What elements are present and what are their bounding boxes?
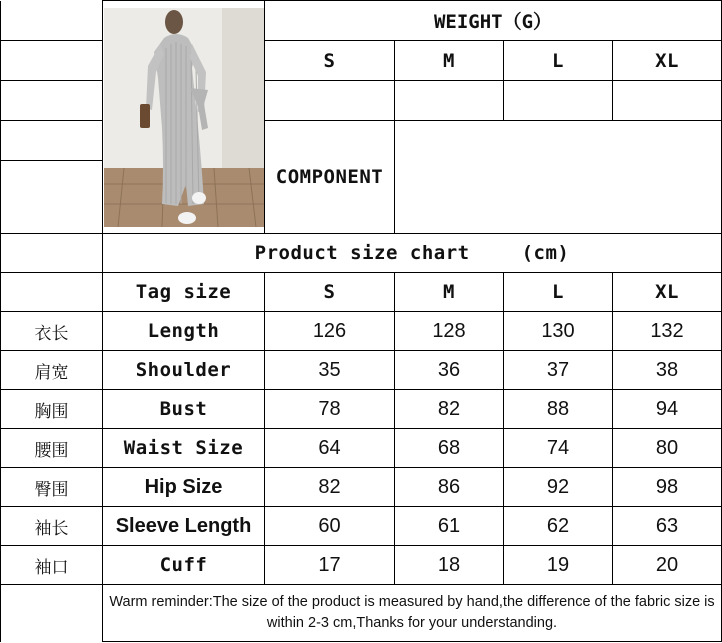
- table-row: [1, 429, 722, 468]
- row-cn-label: 胸围: [1, 390, 103, 429]
- value-s: 35: [265, 351, 395, 390]
- value-s: 64: [265, 429, 395, 468]
- value-s: 60: [265, 507, 395, 546]
- value-xl: 98: [613, 468, 722, 507]
- weight-size-m: M: [395, 41, 504, 81]
- row-cn-label: 袖长: [1, 507, 103, 546]
- size-header-xl: XL: [613, 273, 722, 312]
- weight-size-l: L: [504, 41, 613, 81]
- row-cn-label: 肩宽: [1, 351, 103, 390]
- row-en-label: Sleeve Length: [103, 507, 265, 546]
- value-m: 128: [395, 312, 504, 351]
- weight-header: WEIGHT（G）: [265, 1, 722, 41]
- value-l: 92: [504, 468, 613, 507]
- component-label: COMPONENT: [265, 121, 395, 234]
- value-m: 68: [395, 429, 504, 468]
- row-en-label: Hip Size: [103, 468, 265, 507]
- corner-cell: [1, 1, 103, 41]
- value-s: 126: [265, 312, 395, 351]
- blank-cell: [1, 41, 103, 81]
- value-s: 17: [265, 546, 395, 585]
- value-l: 88: [504, 390, 613, 429]
- chart-title: Product size chart: [254, 242, 470, 264]
- value-m: 18: [395, 546, 504, 585]
- blank-cell: [1, 161, 103, 234]
- value-s: 82: [265, 468, 395, 507]
- row-cn-label: 衣长: [1, 312, 103, 351]
- size-header-s: S: [265, 273, 395, 312]
- value-l: 62: [504, 507, 613, 546]
- weight-size-s: S: [265, 41, 395, 81]
- value-m: 82: [395, 390, 504, 429]
- value-xl: 20: [613, 546, 722, 585]
- product-photo: [104, 8, 264, 227]
- weight-value-xl: [613, 81, 722, 121]
- table-row: [1, 351, 722, 390]
- size-header-l: L: [504, 273, 613, 312]
- value-xl: 132: [613, 312, 722, 351]
- blank-cell: [1, 121, 103, 161]
- weight-value-m: [395, 81, 504, 121]
- product-photo-cell: [103, 1, 265, 234]
- row-en-label: Bust: [103, 390, 265, 429]
- blank-cell: [1, 585, 103, 642]
- value-l: 37: [504, 351, 613, 390]
- value-xl: 38: [613, 351, 722, 390]
- size-header-m: M: [395, 273, 504, 312]
- value-xl: 63: [613, 507, 722, 546]
- row-cn-label: 臀围: [1, 468, 103, 507]
- value-l: 19: [504, 546, 613, 585]
- chart-unit: (cm): [521, 242, 570, 264]
- table-row: [1, 507, 722, 546]
- tag-size-label: Tag size: [103, 273, 265, 312]
- row-cn-label: 腰围: [1, 429, 103, 468]
- value-m: 36: [395, 351, 504, 390]
- value-xl: 94: [613, 390, 722, 429]
- component-value: [395, 121, 722, 234]
- row-en-label: Waist Size: [103, 429, 265, 468]
- table-row: [1, 312, 722, 351]
- blank-cell: [1, 234, 103, 273]
- table-row: [1, 546, 722, 585]
- weight-size-xl: XL: [613, 41, 722, 81]
- chart-title-cell: [103, 234, 722, 273]
- table-row: [1, 468, 722, 507]
- row-en-label: Cuff: [103, 546, 265, 585]
- value-m: 61: [395, 507, 504, 546]
- warm-reminder: Warm reminder:The size of the product is measured by hand,the difference of the fabric size is within 2-3 cm,Thanks for your understanding.: [103, 585, 722, 642]
- value-l: 130: [504, 312, 613, 351]
- weight-value-s: [265, 81, 395, 121]
- row-en-label: Shoulder: [103, 351, 265, 390]
- table-row: [1, 390, 722, 429]
- weight-value-l: [504, 81, 613, 121]
- value-l: 74: [504, 429, 613, 468]
- value-xl: 80: [613, 429, 722, 468]
- blank-cell: [1, 81, 103, 121]
- value-m: 86: [395, 468, 504, 507]
- blank-cell: [1, 273, 103, 312]
- row-en-label: Length: [103, 312, 265, 351]
- row-cn-label: 袖口: [1, 546, 103, 585]
- value-s: 78: [265, 390, 395, 429]
